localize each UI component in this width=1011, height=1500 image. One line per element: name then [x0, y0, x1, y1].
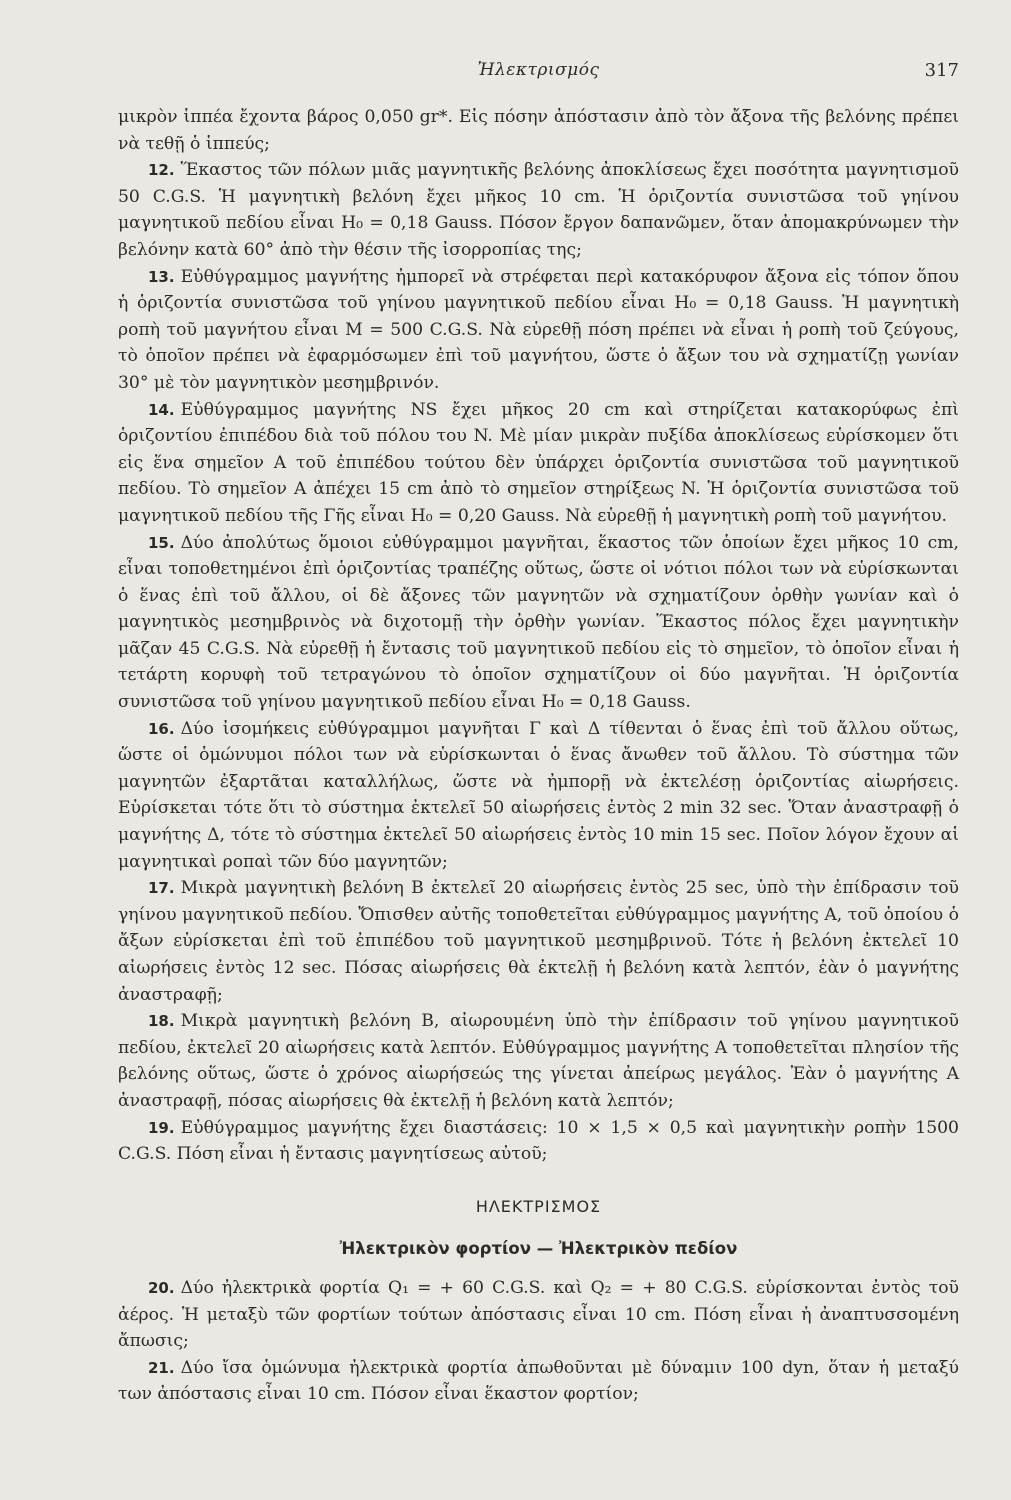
exercise-number: 16.	[148, 719, 175, 738]
exercise-12: 12. Ἕκαστος τῶν πόλων μιᾶς μαγνητικῆς βελόνης ἀποκλίσεως ἔχει ποσότητα μαγνητισμοῦ 50 C.G.S. Ἡ μαγνητικὴ βελόνη ἔχει μῆκος 10 cm. Ἡ ὁριζοντία συνιστῶσα τοῦ γηίνου μαγνητικοῦ πεδίου εἶναι H₀ = 0,18 Gauss. Πόσον ἔργον δαπανῶμεν, ὅταν ἀπομακρύνωμεν τὴν βελόνην κατὰ 60° ἀπὸ τὴν θέσιν τῆς ἰσορροπίας της;	[118, 160, 959, 260]
exercise-19: 19. Εὐθύγραμμος μαγνήτης ἔχει διαστάσεις: 10 × 1,5 × 0,5 καὶ μαγνητικὴν ροπὴν 1500 C.G.S. Πόση εἶναι ἡ ἔντασις μαγνητίσεως αὐτοῦ;	[118, 1117, 959, 1165]
exercise-number: 14.	[148, 400, 175, 419]
exercise-number: 13.	[148, 267, 175, 286]
exercise-16: 16. Δύο ἰσομήκεις εὐθύγραμμοι μαγνῆται Γ καὶ Δ τίθενται ὁ ἕνας ἐπὶ τοῦ ἄλλου οὕτως, ὥστε οἱ ὁμώνυμοι πόλοι των νὰ εὑρίσκωνται ὁ ἕνας ἄνωθεν τοῦ ἄλλου. Τὸ σύστημα τῶν μαγνητῶν ἐξαρτᾶται καταλλήλως, ὥστε νὰ ἠμπορῇ νὰ ἐκτελέσῃ ὁριζοντίας αἰωρήσεις. Εὑρίσκεται τότε ὅτι τὸ σύστημα ἐκτελεῖ 50 αἰωρήσεις ἐντὸς 2 min 32 sec. Ὅταν ἀναστραφῇ ὁ μαγνήτης Δ, τότε τὸ σύστημα ἐκτελεῖ 50 αἰωρήσεις ἐντὸς 10 min 15 sec. Ποῖον λόγον ἔχουν αἱ μαγνητικαὶ ροπαὶ τῶν δύο μαγνητῶν;	[118, 718, 959, 872]
exercise-number: 21.	[148, 1358, 175, 1377]
exercise-number: 15.	[148, 533, 175, 552]
exercise-number: 12.	[148, 161, 175, 180]
exercise-18: 18. Μικρὰ μαγνητικὴ βελόνη B, αἰωρουμένη ὑπὸ τὴν ἐπίδρασιν τοῦ γηίνου μαγνητικοῦ πεδίου, ἐκτελεῖ 20 αἰωρήσεις κατὰ λεπτόν. Εὐθύγραμμος μαγνήτης A τοποθετεῖται πλησίον τῆς βελόνης οὕτως, ὥστε ὁ χρόνος αἰωρήσεώς της γίνεται ἀπείρως μεγάλος. Ἐὰν ὁ μαγνήτης A ἀναστραφῇ, πόσας αἰωρήσεις θὰ ἐκτελῇ ἡ βελόνη κατὰ λεπτόν;	[118, 1011, 959, 1111]
exercise-number: 19.	[148, 1118, 175, 1137]
exercise-21: 21. Δύο ἴσα ὁμώνυμα ἠλεκτρικὰ φορτία ἀπωθοῦνται μὲ δύναμιν 100 dyn, ὅταν ἡ μεταξύ των ἀπόστασις εἶναι 10 cm. Πόσον εἶναι ἕκαστον φορτίον;	[118, 1357, 959, 1405]
section-heading: ΗΛΕΚΤΡΙΣΜΟΣ	[475, 1196, 602, 1216]
exercise-list	[118, 104, 959, 1408]
page-number: 317	[924, 60, 959, 81]
exercise-13: 13. Εὐθύγραμμος μαγνήτης ἠμπορεῖ νὰ στρέφεται περὶ κατακόρυφον ἄξονα εἰς τόπον ὅπου ἡ ὁριζοντία συνιστῶσα τοῦ γηίνου μαγνητικοῦ πεδίου εἶναι H₀ = 0,18 Gauss. Ἡ μαγνητικὴ ροπὴ τοῦ μαγνήτου εἶναι M = 500 C.G.S. Νὰ εὑρεθῇ πόση πρέπει νὰ εἶναι ἡ ροπὴ τοῦ ζεύγους, τὸ ὁποῖον πρέπει νὰ ἐφαρμόσωμεν ἐπὶ τοῦ μαγνήτου, ὥστε ὁ ἄξων του νὰ σχηματίζῃ γωνίαν 30° μὲ τὸν μαγνητικὸν μεσημβρινόν.	[118, 266, 959, 393]
exercise-number: 18.	[148, 1012, 175, 1031]
paragraph-continued: μικρὸν ἱππέα ἔχοντα βάρος 0,050 gr*. Εἰς πόσην ἀπόστασιν ἀπὸ τὸν ἄξονα τῆς βελόνης πρέπει νὰ τεθῇ ὁ ἱππεύς;	[118, 107, 959, 154]
exercise-17: 17. Μικρὰ μαγνητικὴ βελόνη B ἐκτελεῖ 20 αἰωρήσεις ἐντὸς 25 sec, ὑπὸ τὴν ἐπίδρασιν τοῦ γηίνου μαγνητικοῦ πεδίου. Ὄπισθεν αὐτῆς τοποθετεῖται εὐθύγραμμος μαγνήτης A, τοῦ ὁποίου ὁ ἄξων εὑρίσκεται ἐπὶ τοῦ ἐπιπέδου τοῦ μαγνητικοῦ μεσημβρινοῦ. Τότε ἡ βελόνη ἐκτελεῖ 10 αἰωρήσεις ἐντὸς 12 sec. Πόσας αἰωρήσεις θὰ ἐκτελῇ ἡ βελόνη κατὰ λεπτόν, ἐὰν ὁ μαγνήτης ἀναστραφῇ;	[118, 878, 959, 1005]
exercise-15: 15. Δύο ἀπολύτως ὅμοιοι εὐθύγραμμοι μαγνῆται, ἕκαστος τῶν ὁποίων ἔχει μῆκος 10 cm, εἶναι τοποθετημένοι ἐπὶ ὁριζοντίας τραπέζης οὕτως, ὥστε οἱ νότιοι πόλοι των νὰ εὑρίσκωνται ὁ ἕνας ἐπὶ τοῦ ἄλλου, οἱ δὲ ἄξονες τῶν μαγνητῶν νὰ σχηματίζουν ὀρθὴν γωνίαν καὶ ὁ μαγνητικὸς μεσημβρινὸς νὰ διχοτομῇ τὴν ὀρθὴν γωνίαν. Ἕκαστος πόλος ἔχει μαγνητικὴν μᾶζαν 45 C.G.S. Νὰ εὑρεθῇ ἡ ἔντασις τοῦ μαγνητικοῦ πεδίου εἰς τὸ σημεῖον, τὸ ὁποῖον εἶναι ἡ τετάρτη κορυφὴ τοῦ τετραγώνου τὸ ὁποῖον σχηματίζουν οἱ δύο μαγνῆται. Ἡ ὁριζοντία συνιστῶσα τοῦ γηίνου μαγνητικοῦ πεδίου εἶναι H₀ = 0,18 Gauss.	[118, 532, 959, 713]
exercise-14: 14. Εὐθύγραμμος μαγνήτης NS ἔχει μῆκος 20 cm καὶ στηρίζεται κατακορύφως ἐπὶ ὁριζοντίου ἐπιπέδου διὰ τοῦ πόλου του N. Μὲ μίαν μικρὰν πυξίδα ἀποκλίσεως εὑρίσκομεν ὅτι εἰς ἕνα σημεῖον A τοῦ ἐπιπέδου τούτου δὲν ὑπάρχει ὁριζοντία συνιστῶσα τοῦ μαγνητικοῦ πεδίου. Τὸ σημεῖον A ἀπέχει 15 cm ἀπὸ τὸ σημεῖον στηρίξεως N. Ἡ ὁριζοντία συνιστῶσα τοῦ μαγνητικοῦ πεδίου τῆς Γῆς εἶναι H₀ = 0,20 Gauss. Νὰ εὑρεθῇ ἡ μαγνητικὴ ροπὴ τοῦ μαγνήτου.	[118, 399, 959, 526]
exercise-number: 20.	[148, 1278, 175, 1297]
running-title: Ἠλεκτρισμός	[477, 60, 600, 80]
section-subheading: Ἠλεκτρικὸν φορτίον — Ἠλεκτρικὸν πεδίον	[339, 1239, 738, 1259]
exercise-number: 17.	[148, 879, 175, 898]
running-header	[118, 60, 959, 96]
exercise-20: 20. Δύο ἠλεκτρικὰ φορτία Q₁ = + 60 C.G.S. καὶ Q₂ = + 80 C.G.S. εὑρίσκονται ἐντὸς τοῦ ἀέρος. Ἡ μεταξὺ τῶν φορτίων τούτων ἀπόστασις εἶναι 10 cm. Πόση εἶναι ἡ ἀναπτυσσομένη ἄπωσις;	[118, 1277, 959, 1352]
